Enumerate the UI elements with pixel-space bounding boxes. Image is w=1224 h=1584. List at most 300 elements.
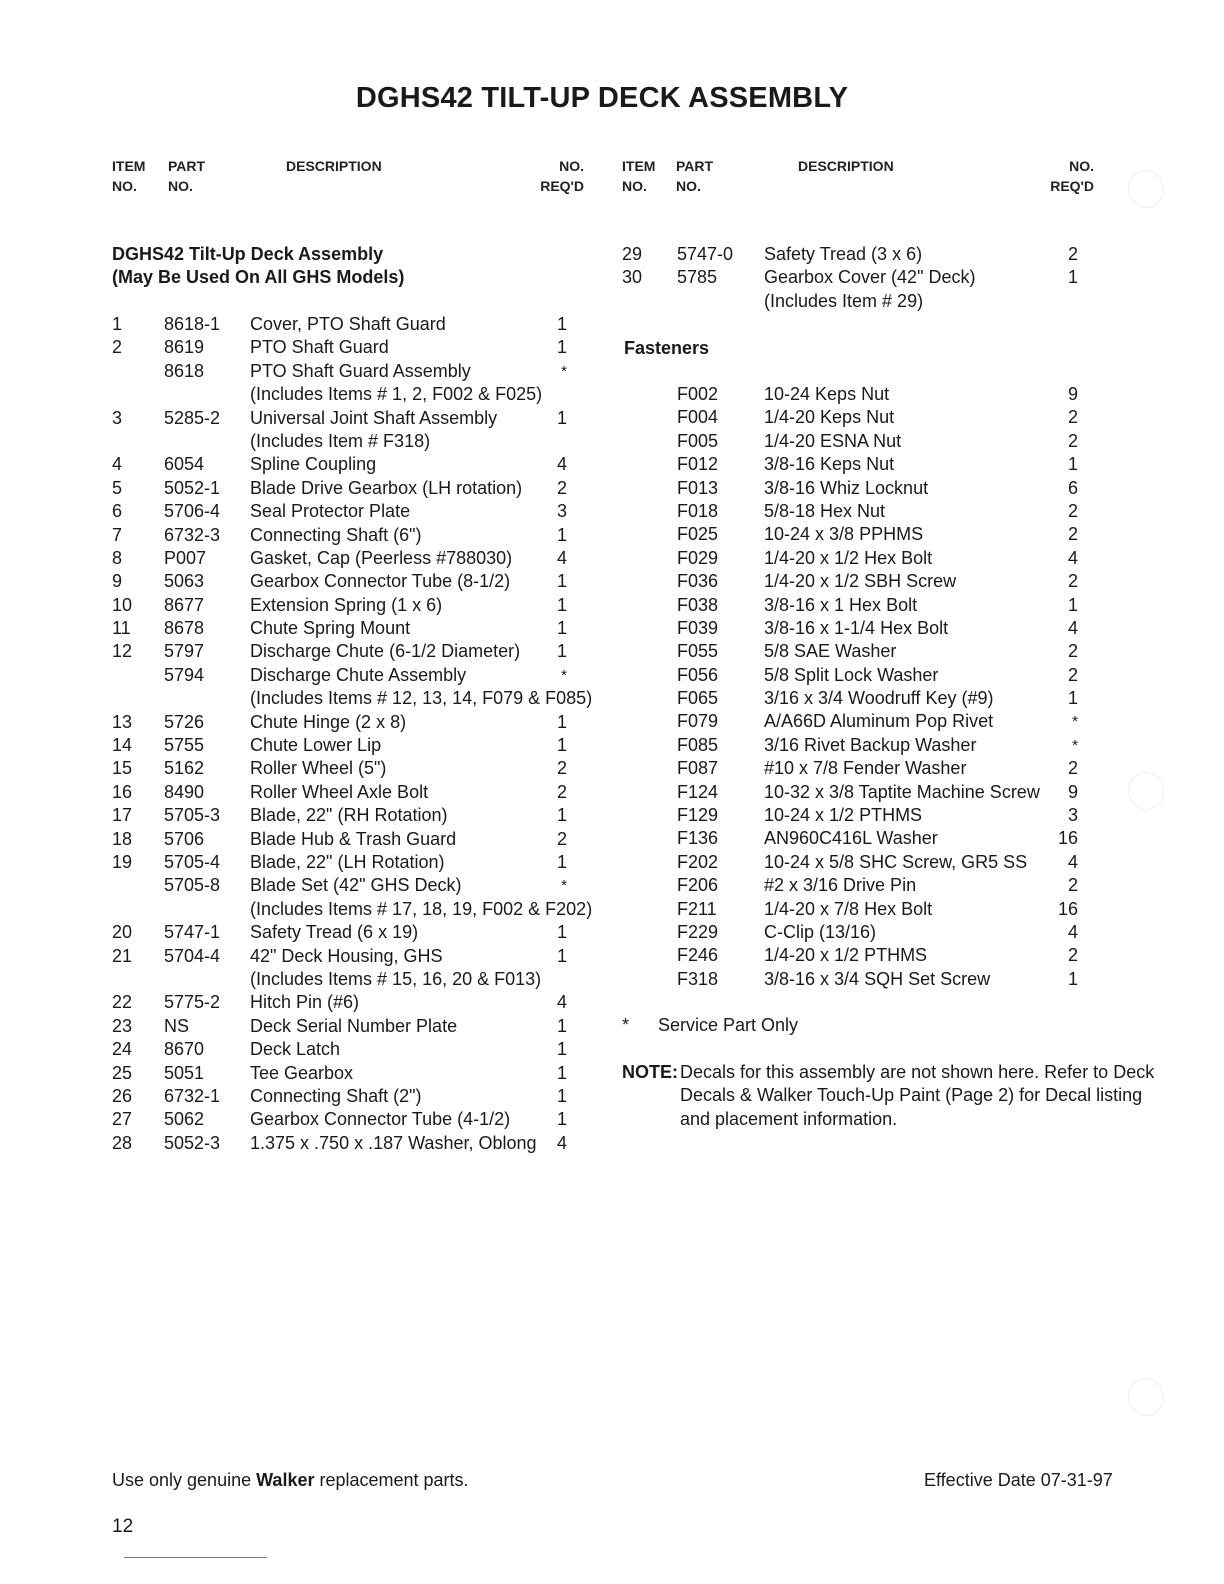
description: 10-32 x 3/8 Taptite Machine Screw [764,781,1040,802]
quantity-required: 2 [1067,524,1078,545]
parts-row [112,781,582,804]
quantity-required: 4 [1067,921,1078,942]
part-number: F124 [677,781,719,802]
parts-row [622,921,1082,944]
quantity-required: 3 [1067,805,1078,826]
parts-row [622,687,1082,710]
quantity-required: 1 [556,922,567,943]
description: 1/4-20 x 1/2 Hex Bolt [764,547,933,568]
quantity-required: 4 [556,547,567,568]
quantity-required: 1 [556,945,567,966]
part-number: F056 [677,664,719,685]
description: Chute Hinge (2 x 8) [250,711,407,732]
parts-row [622,430,1082,453]
quantity-required: 4 [556,992,567,1013]
parts-row [112,1038,582,1061]
parts-row [622,664,1082,687]
quantity-required: 2 [1067,500,1078,521]
parts-row [112,874,582,897]
description: 1/4-20 ESNA Nut [764,430,902,451]
quantity-required: * [1072,736,1078,754]
parts-row [112,921,582,944]
parts-row [622,734,1082,757]
part-number: 5706 [164,828,205,849]
description: Safety Tread (3 x 6) [764,244,923,264]
description: Discharge Chute Assembly [250,664,467,685]
item-number: 26 [112,1085,133,1106]
parts-row [622,243,1082,266]
parts-row [622,944,1082,967]
part-number: F005 [677,430,719,451]
header-description: DESCRIPTION [286,158,382,174]
description: Blade, 22" (LH Rotation) [250,851,445,872]
part-number: 5747-0 [677,244,734,264]
part-number: F002 [677,384,719,404]
quantity-required: 2 [1067,641,1078,662]
quantity-required: * [561,666,567,684]
quantity-required: 1 [1067,688,1078,709]
item-number: 18 [112,828,133,849]
part-number: 5062 [164,1109,205,1130]
parts-row [622,710,1082,733]
quantity-required: 1 [556,851,567,872]
parts-row [112,547,582,570]
fasteners-heading: Fasteners [624,338,710,358]
part-number: 5285-2 [164,407,221,428]
part-number: 8618-1 [164,314,221,334]
header-qty: NO. REQ'D [540,158,584,194]
quantity-required: 9 [1067,384,1078,404]
description: (Includes Items # 1, 2, F002 & F025) [250,384,543,405]
part-number: F206 [677,875,719,896]
description: 1/4-20 x 1/2 SBH Screw [764,571,957,592]
quantity-required: 1 [1067,968,1078,989]
part-number: 5706-4 [164,501,221,522]
description: 5/8-18 Hex Nut [764,500,886,521]
description: Cover, PTO Shaft Guard [250,314,446,334]
part-number: 5063 [164,571,205,592]
parts-row [112,383,582,406]
parts-row [112,898,593,921]
header-qty-right: NO. REQ'D [1050,158,1094,194]
parts-row [112,594,582,617]
part-number: 5051 [164,1062,205,1083]
quantity-required: 2 [1067,758,1078,779]
parts-row [112,617,582,640]
item-number: 29 [622,244,643,264]
item-number: 22 [112,992,133,1013]
quantity-required: 2 [556,758,567,779]
parts-row [622,383,1082,406]
part-number: F025 [677,524,719,545]
quantity-required: 1 [556,805,567,826]
parts-row [112,804,582,827]
part-number: 5052-3 [164,1132,221,1153]
footer-rule [124,1557,267,1558]
item-number: 16 [112,781,133,802]
part-number: F012 [677,454,719,475]
item-number: 4 [112,454,123,475]
quantity-required: 2 [556,781,567,802]
part-number: F029 [677,547,719,568]
header-description-right: DESCRIPTION [798,158,894,174]
quantity-required: 1 [556,594,567,615]
item-number: 27 [112,1109,133,1130]
part-number: 6732-3 [164,524,221,545]
quantity-required: 1 [556,571,567,592]
left-parts-list [112,313,593,1155]
description: Safety Tread (6 x 19) [250,922,419,943]
description: 42" Deck Housing, GHS [250,945,443,966]
description: Connecting Shaft (6") [250,524,422,545]
description: Gasket, Cap (Peerless #788030) [250,547,513,568]
parts-row [622,406,1082,429]
item-number: 19 [112,851,133,872]
parts-row [112,500,582,523]
item-number: 15 [112,758,133,779]
description: 10-24 x 1/2 PTHMS [764,805,923,826]
parts-row [112,430,582,453]
part-number: 8670 [164,1039,205,1060]
parts-row [112,477,582,500]
binder-hole-mark [1128,170,1164,208]
quantity-required: 4 [556,454,567,475]
part-number: 5705-8 [164,875,221,896]
part-number: 5704-4 [164,945,221,966]
parts-row [112,407,582,430]
parts-row [622,500,1082,523]
description: Roller Wheel (5") [250,758,387,779]
description: 3/8-16 x 3/4 SQH Set Screw [764,968,991,989]
item-number: 23 [112,1015,133,1036]
header-part-no: PART NO. [168,158,206,194]
header-part-no-right: PART NO. [676,158,714,194]
part-number: F202 [677,851,719,872]
parts-row [112,336,582,359]
quantity-required: 1 [556,618,567,639]
part-number: F129 [677,805,719,826]
part-number: 5052-1 [164,477,221,498]
part-number: F211 [677,898,717,919]
description: Blade Drive Gearbox (LH rotation) [250,477,523,498]
part-number: F004 [677,407,719,428]
binder-hole-mark [1128,772,1164,810]
parts-row [622,570,1082,593]
description: A/A66D Aluminum Pop Rivet [764,711,994,732]
quantity-required: 2 [556,828,567,849]
quantity-required: 2 [1067,407,1078,428]
parts-row [112,991,582,1014]
quantity-required: 1 [1067,267,1078,288]
part-number: F087 [677,758,719,779]
quantity-required: 9 [1067,781,1078,802]
part-number: 5162 [164,758,205,779]
quantity-required: * [1072,713,1078,731]
description: (Includes Items # 17, 18, 19, F002 & F202) [250,898,593,919]
part-number: 6732-1 [164,1085,221,1106]
item-number: 30 [622,267,643,288]
quantity-required: 1 [1067,454,1078,475]
part-number: 5785 [677,267,718,288]
description: Gearbox Connector Tube (4-1/2) [250,1109,511,1130]
parts-row [622,968,1082,991]
part-number: 6054 [164,454,205,475]
quantity-required: * [561,362,567,380]
header-item-no-right: ITEM NO. [622,158,656,194]
item-number: 28 [112,1132,133,1153]
parts-row [622,290,1082,313]
quantity-required: * [561,877,567,895]
quantity-required: 1 [556,407,567,428]
part-number: F036 [677,571,719,592]
part-number: F246 [677,945,719,966]
quantity-required: 1 [556,1109,567,1130]
part-number: F065 [677,688,719,709]
part-number: 5797 [164,641,205,662]
description: 10-24 Keps Nut [764,384,890,404]
parts-row [112,968,582,991]
parts-row [112,945,582,968]
part-number: 8677 [164,594,205,615]
quantity-required: 6 [1067,477,1078,498]
description: #10 x 7/8 Fender Washer [764,758,967,779]
parts-row [622,898,1082,921]
description: Seal Protector Plate [250,501,411,522]
description: 3/16 Rivet Backup Washer [764,734,977,755]
part-number: F013 [677,477,719,498]
item-number: 17 [112,805,133,826]
quantity-required: 2 [1067,945,1078,966]
quantity-required: 1 [556,1039,567,1060]
quantity-required: 2 [556,477,567,498]
parts-row [622,453,1082,476]
parts-row [112,828,582,851]
item-number: 13 [112,711,133,732]
description: 5/8 SAE Washer [764,641,897,662]
description: 10-24 x 5/8 SHC Screw, GR5 SS [764,851,1028,872]
description: (Includes Items # 15, 16, 20 & F013) [250,968,542,989]
item-number: 3 [112,407,123,428]
parts-row [112,757,582,780]
quantity-required: 1 [556,337,567,358]
description: Chute Spring Mount [250,618,411,639]
part-number: 8678 [164,618,205,639]
description: 10-24 x 3/8 PPHMS [764,524,924,545]
parts-row [112,1062,582,1085]
description: Tee Gearbox [250,1062,354,1083]
parts-row [622,594,1082,617]
part-number: 5747-1 [164,922,221,943]
description: Deck Serial Number Plate [250,1015,458,1036]
description: 3/8-16 x 1 Hex Bolt [764,594,918,615]
binder-hole-mark [1128,1378,1164,1416]
part-number: F136 [677,828,719,849]
fasteners-list [622,383,1082,991]
description: Discharge Chute (6-1/2 Diameter) [250,641,521,662]
assembly-section-title: DGHS42 Tilt-Up Deck Assembly (May Be Used On All GHS Models) [112,244,405,288]
header-item-no: ITEM NO. [112,158,146,194]
part-number: 5705-4 [164,851,221,872]
part-number: 5705-3 [164,805,221,826]
parts-row [112,453,582,476]
parts-row [622,851,1082,874]
quantity-required: 1 [556,641,567,662]
description: Extension Spring (1 x 6) [250,594,443,615]
parts-row [112,1132,582,1155]
quantity-required: 16 [1057,898,1078,919]
description: Roller Wheel Axle Bolt [250,781,429,802]
service-part-note: * Service Part Only [622,1015,799,1035]
parts-row [622,804,1082,827]
quantity-required: 2 [1067,244,1078,264]
quantity-required: 1 [556,711,567,732]
description: Chute Lower Lip [250,735,382,756]
part-number: F018 [677,500,719,521]
part-number: NS [164,1015,190,1036]
footer-effective-date: Effective Date 07-31-97 [924,1470,1113,1490]
part-number: 5794 [164,664,205,685]
quantity-required: 2 [1067,664,1078,685]
item-number: 10 [112,594,133,615]
part-number: 5755 [164,735,205,756]
description: AN960C416L Washer [764,828,938,849]
parts-row [622,523,1082,546]
parts-row [622,547,1082,570]
part-number: F055 [677,641,719,662]
description: Gearbox Connector Tube (8-1/2) [250,571,511,592]
description: 3/16 x 3/4 Woodruff Key (#9) [764,688,994,709]
item-number: 1 [112,314,123,334]
quantity-required: 1 [1067,594,1078,615]
item-number: 12 [112,641,133,662]
description: #2 x 3/16 Drive Pin [764,875,917,896]
part-number: F079 [677,711,719,732]
parts-row [622,477,1082,500]
description: 3/8-16 Whiz Locknut [764,477,929,498]
quantity-required: 1 [556,1062,567,1083]
quantity-required: 2 [1067,571,1078,592]
parts-row [112,851,582,874]
parts-row [622,827,1082,850]
parts-row [112,734,582,757]
parts-row [622,640,1082,663]
part-number: P007 [164,547,207,568]
description: Gearbox Cover (42" Deck) [764,267,976,288]
description: 1/4-20 x 1/2 PTHMS [764,945,928,966]
quantity-required: 16 [1057,828,1078,849]
quantity-required: 1 [556,314,567,334]
part-number: F229 [677,921,719,942]
quantity-required: 3 [556,501,567,522]
part-number: 8618 [164,360,205,381]
parts-row [112,570,582,593]
description: 5/8 Split Lock Washer [764,664,939,685]
item-number: 6 [112,501,123,522]
page-number: 12 [112,1516,134,1537]
item-number: 24 [112,1039,133,1060]
description: Spline Coupling [250,454,377,475]
part-number: F318 [677,968,719,989]
description: PTO Shaft Guard [250,337,389,358]
quantity-required: 1 [556,1015,567,1036]
parts-row [112,1015,582,1038]
decal-note: NOTE: Decals for this assembly are not shown here. Refer to Deck Decals & Walker Touch-Up Paint (Page 2) for Decal listing and placement information. [622,1062,1155,1129]
description: (Includes Item # 29) [764,290,924,311]
parts-row [622,266,1082,289]
description: Blade Hub & Trash Guard [250,828,457,849]
item-number: 21 [112,945,133,966]
part-number: 5775-2 [164,992,221,1013]
parts-row [622,781,1082,804]
description: Blade Set (42" GHS Deck) [250,875,462,896]
parts-row [112,524,582,547]
item-number: 11 [112,618,131,639]
description: Blade, 22" (RH Rotation) [250,805,448,826]
description: 1.375 x .750 x .187 Washer, Oblong [250,1132,537,1153]
item-number: 8 [112,547,123,568]
part-number: 5726 [164,711,205,732]
description: (Includes Items # 12, 13, 14, F079 & F085) [250,688,593,709]
item-number: 2 [112,337,123,358]
quantity-required: 2 [1067,430,1078,451]
part-number: F038 [677,594,719,615]
parts-row [112,711,582,734]
description: 3/8-16 Keps Nut [764,454,895,475]
item-number: 5 [112,477,123,498]
description: Hitch Pin (#6) [250,992,360,1013]
item-number: 14 [112,735,133,756]
item-number: 7 [112,524,123,545]
footer-genuine-parts: Use only genuine Walker replacement parts. [112,1470,469,1490]
quantity-required: 4 [1067,617,1078,638]
item-number: 20 [112,922,133,943]
right-parts-list [622,243,1082,313]
parts-row [622,617,1082,640]
description: Universal Joint Shaft Assembly [250,407,498,428]
description: Connecting Shaft (2") [250,1085,422,1106]
quantity-required: 1 [556,735,567,756]
parts-row [112,664,582,687]
part-number: F085 [677,734,719,755]
quantity-required: 1 [556,524,567,545]
description: C-Clip (13/16) [764,921,877,942]
parts-row [112,360,582,383]
item-number: 9 [112,571,123,592]
item-number: 25 [112,1062,133,1083]
description: 3/8-16 x 1-1/4 Hex Bolt [764,617,949,638]
parts-row [622,757,1082,780]
description: PTO Shaft Guard Assembly [250,360,471,381]
parts-row [112,1108,582,1131]
quantity-required: 4 [1067,851,1078,872]
quantity-required: 2 [1067,875,1078,896]
parts-row [622,874,1082,897]
parts-row [112,1085,582,1108]
quantity-required: 1 [556,1085,567,1106]
quantity-required: 4 [556,1132,567,1153]
description: 1/4-20 Keps Nut [764,407,895,428]
part-number: 8619 [164,337,205,358]
part-number: 8490 [164,781,205,802]
description: (Includes Item # F318) [250,430,431,451]
part-number: F039 [677,617,719,638]
quantity-required: 4 [1067,547,1078,568]
page-title: DGHS42 TILT-UP DECK ASSEMBLY [355,82,849,114]
parts-row [112,640,582,663]
parts-row [112,313,582,336]
description: 1/4-20 x 7/8 Hex Bolt [764,898,933,919]
parts-row [112,687,593,710]
